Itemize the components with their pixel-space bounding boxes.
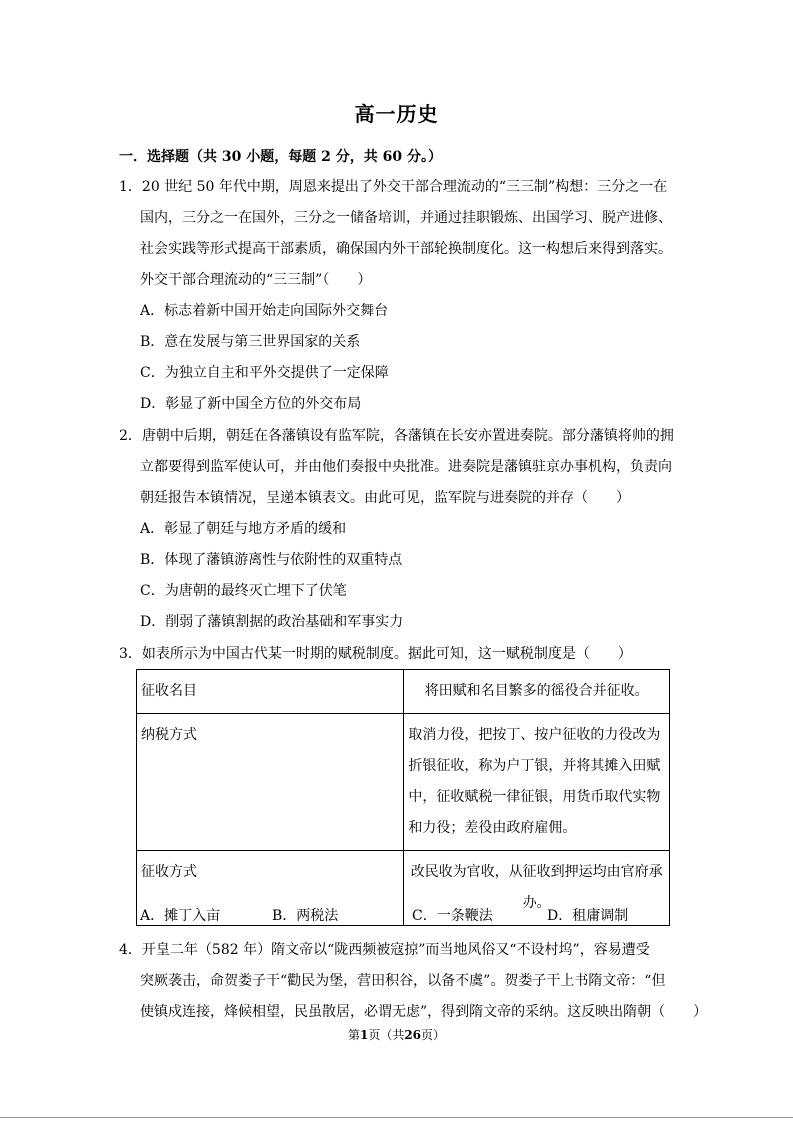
table-cell-label: 征收方式 [137,851,404,926]
q2-option-c: C．为唐朝的最终灭亡埋下了伏笔 [140,583,347,599]
footer-suffix: 页） [421,1028,446,1042]
footer-mid: 页（共 [368,1028,405,1042]
table-cell-value: 改民收为官收，从征收到押运均由官府承办。 [404,851,670,926]
table-cell-value: 将田赋和名目繁多的徭役合并征收。 [404,670,670,714]
q1-option-c: C．为独立自主和平外交提供了一定保障 [140,365,389,381]
q3-option-c: C．一条鞭法 [412,908,493,924]
q3-option-b: B．两税法 [272,908,339,924]
q3-option-a: A．摊丁入亩 [140,908,221,924]
q1-line: 外交干部合理流动的“三三制”（ ） [140,272,372,288]
q2-line: 朝廷报告本镇情况，呈递本镇表文。由此可见，监军院与进奏院的并存（ ） [140,490,630,506]
footer-prefix: 第 [347,1028,360,1042]
q4-line: 使镇戍连接，烽候相望，民虽散居，必谓无虑”，得到隋文帝的采纳。这反映出隋朝（ ） [140,1004,708,1020]
q1-line: 国内，三分之一在国外，三分之一储备培训，并通过挂职锻炼、出国学习、脱产进修、 [140,210,672,226]
q3-stem: 3．如表所示为中国古代某一时期的赋税制度。据此可知，这一赋税制度是（ ） [119,646,632,662]
q1-line: 社会实践等形式提高干部素质，确保国内外干部轮换制度化。这一构想后来得到落实。 [140,241,672,257]
footer-page-number: 1 [359,1028,369,1042]
footer-total-pages: 26 [404,1028,422,1042]
page-footer [0,1026,793,1043]
table-cell-label: 纳税方式 [137,714,404,851]
q1-option-a: A．标志着新中国开始走向国际外交舞台 [140,303,389,319]
q2-line: 2．唐朝中后期，朝廷在各藩镇设有监军院，各藩镇在长安亦置进奏院。部分藩镇将帅的拥 [119,428,674,444]
table-row [137,670,670,714]
q1-option-b: B．意在发展与第三世界国家的关系 [140,334,361,350]
q3-option-d: D．租庸调制 [547,908,629,924]
q4-line: 4．开皇二年（582 年）隋文帝以“陇西频被寇掠”而当地风俗又“不设村坞”，容易遭受 [119,942,650,958]
q4-line: 突厥袭击，命贺娄子干“勸民为堡，营田积谷，以备不虞”。贺娄子干上书隋文帝：“但 [140,973,666,989]
q2-option-b: B．体现了藩镇游离性与依附性的双重特点 [140,552,403,568]
section-heading: 一．选择题（共 30 小题，每题 2 分，共 60 分。） [119,149,442,165]
q1-line: 1．20 世纪 50 年代中期，周恩来提出了外交干部合理流动的“三三制”构想：三分之一在 [119,179,668,195]
page-title: 高一历史 [354,102,439,126]
q1-option-d: D．彰显了新中国全方位的外交布局 [140,396,362,412]
q2-option-d: D．削弱了藩镇割据的政治基础和军事实力 [140,614,404,630]
table-cell-value: 取消力役，把按丁、按户征收的力役改为折银征收，称为户丁银，并将其摊入田赋中，征收赋税一律征银，用货币取代实物和力役；差役由政府雇佣。 [404,714,670,851]
q2-line: 立都要得到监军使认可，并由他们奏报中央批准。进奏院是藩镇驻京办事机构，负责向 [140,459,672,475]
table-cell-label: 征收名目 [137,670,404,714]
table-row [137,714,670,851]
bottom-divider [0,1117,793,1118]
q2-option-a: A．彰显了朝廷与地方矛盾的缓和 [140,521,347,537]
tax-table [136,669,670,926]
